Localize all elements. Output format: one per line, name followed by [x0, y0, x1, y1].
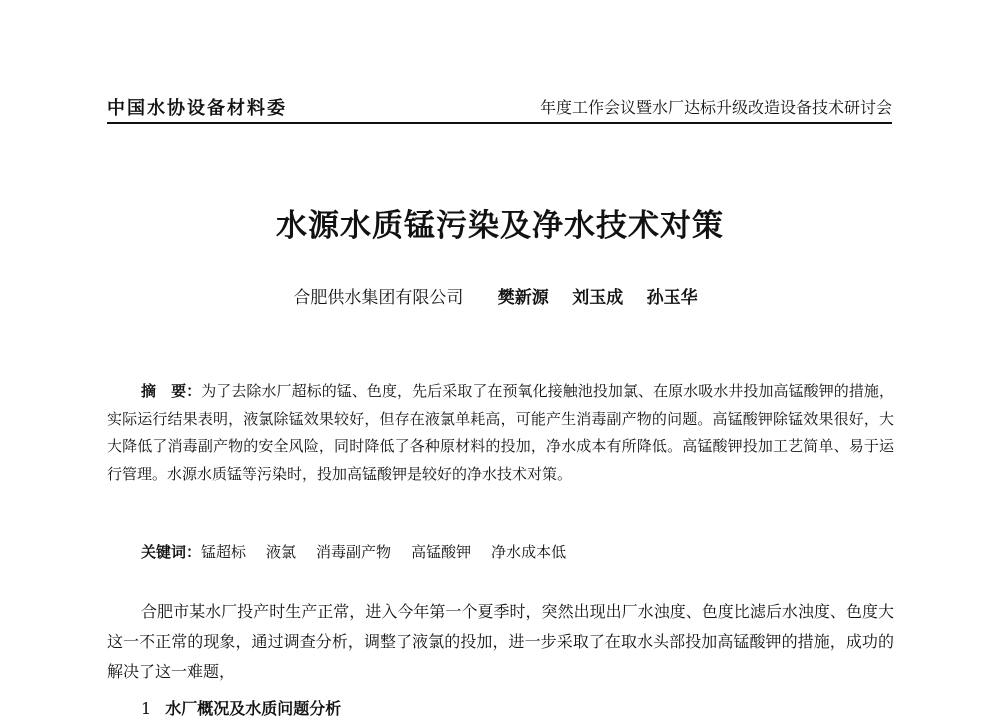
keyword: 液氯	[266, 543, 297, 561]
keywords-line	[141, 541, 586, 562]
keywords-label: 关键词：	[141, 543, 202, 561]
author-organization: 合肥供水集团有限公司	[293, 288, 464, 308]
header-right-text: 年度工作会议暨水厂达标升级改造设备技术研讨会	[539, 98, 892, 117]
author-name: 孙玉华	[646, 288, 698, 308]
section-title: 水厂概况及水质问题分析	[165, 699, 342, 718]
keyword: 高锰酸钾	[411, 543, 472, 561]
paper-title: 水源水质锰污染及净水技术对策	[276, 208, 724, 244]
abstract-text: 为了去除水厂超标的锰、色度，先后采取了在预氧化接触池投加氯、在原水吸水井投加高锰酸钾的措施，实际运行结果表明，液氯除锰效果较好，但存在液氯单耗高，可能产生消毒副产物的问题。高锰酸钾除锰效果很好，大大降低了消毒副产物的安全风险，同时降低了各种原材料的投加，净水成本有所降低。高锰酸钾投加工艺简单、易于运行管理。水源水质锰等污染时，投加高锰酸钾是较好的净水技术对策。	[107, 382, 894, 483]
running-header	[107, 92, 892, 124]
body-paragraph-text: 合肥市某水厂投产时生产正常，进入今年第一个夏季时，突然出现出厂水浊度、色度比滤后水浊度、色度大这一不正常的现象，通过调查分析，调整了液氯的投加，进一步采取了在取水头部投加高锰酸钾的措施，成功的解决了这一难题，	[107, 602, 894, 681]
keyword: 消毒副产物	[316, 543, 392, 561]
header-left-text: 中国水协设备材料委	[107, 98, 287, 119]
author-line	[0, 283, 1000, 308]
abstract-paragraph	[107, 378, 894, 488]
section-heading	[141, 696, 341, 719]
author-name: 刘玉成	[572, 288, 624, 308]
section-number: 1	[141, 699, 152, 718]
abstract-label: 摘 要：	[141, 382, 202, 400]
author-name: 樊新源	[497, 288, 549, 308]
keyword: 锰超标	[201, 543, 247, 561]
keyword: 净水成本低	[491, 543, 567, 561]
body-paragraph	[107, 597, 894, 687]
